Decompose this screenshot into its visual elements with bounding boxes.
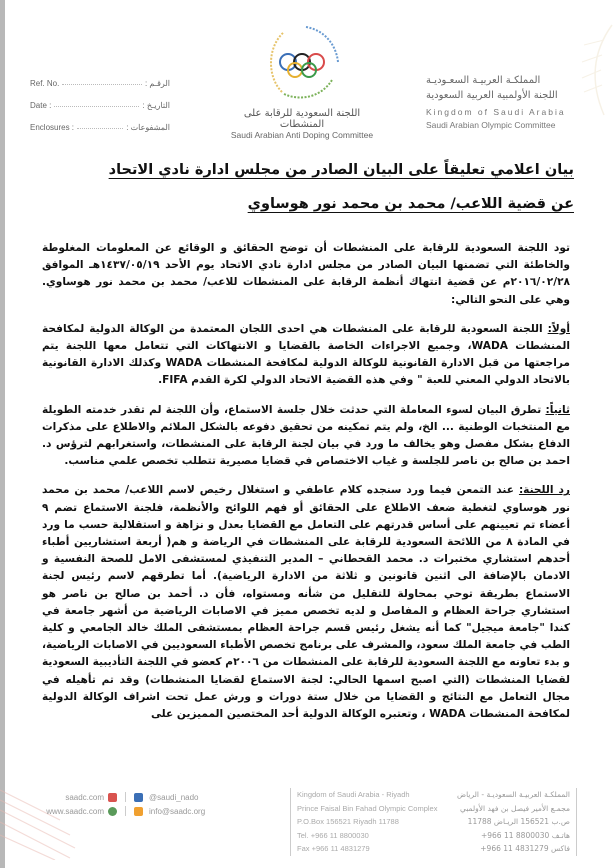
address-en-line: Tel. +966 11 8800030 [297,830,369,840]
address-en-line: Prince Faisal Bin Fahad Olympic Complex [297,803,438,813]
document-title: بيان اعلامي تعليقاً على البيان الصادر من مجلس ادارة نادي الاتحاد [108,162,574,178]
committee-name-en: Saudi Arabian Anti Doping Committee [230,130,374,140]
statement-body [42,240,570,735]
address-ar-line: المملكـة العربيـة السعوديـة - الرياض [457,790,570,799]
olympic-committee-en: Saudi Arabian Olympic Committee [426,120,556,130]
ref-number-label-en: Ref. No. [30,79,60,88]
website-link[interactable]: www.saadc.com [46,806,104,816]
date-blank [54,106,139,107]
organization-block [426,73,586,131]
first-point-label: أولاً: [547,322,570,335]
email-link[interactable]: info@saadc.org [149,806,206,816]
address-en [290,788,445,856]
committee-reply-label: رد اللجنة: [518,484,570,497]
address-en-line: P.O.Box 156521 Riyadh 11788 [297,817,399,826]
web-icon [108,807,117,816]
kingdom-name-en: Kingdom of Saudi Arabia [426,107,566,117]
ref-number-label-ar: الرقـم : [144,79,170,88]
ref-number-blank [62,84,142,85]
enclosures-field [30,112,170,132]
youtube-link[interactable]: saadc.com [65,792,104,802]
enclosures-label-ar: المشفوعات : [126,123,170,132]
contact-row [32,804,205,818]
date-label-en: Date : [30,101,52,110]
twitter-handle[interactable]: @saudi_nado [149,792,199,802]
date-label-ar: التاريـخ : [142,101,170,110]
address-ar-line: ص.ب 156521 الريـاض 11788 [467,817,570,826]
committee-name-ar: اللجنة السعودية للرقابة على المنشطات [243,108,361,130]
address-en-line: Kingdom of Saudi Arabia - Riyadh [297,790,410,799]
address-ar-line: هاتـف 8800030 11 966+ [480,830,570,840]
date-field [30,90,170,110]
second-point-label: ثانياً: [545,403,570,416]
letterhead [0,0,614,140]
kingdom-name-ar: المملكـة العربيـة السعـوديـة [426,75,541,86]
committee-reply-text: عند التمعن فيما ورد سنجده كلام عاطفي و استغلال رخيص لاسم اللاعب/ محمد بن محمد نور هوساوي لتغطية ضعف الاطلاع على الحقائق أو فهم اللوائح والأنظمة، فلجنة الاستماع تضم ٩ أعضاء تم تعيينهم على أساس قدرتهم على التعامل مع القضايا بعدل و نزاهة و استقلالية حسب ما ورد في المادة ٨ من اللائحة السعودية للرقابة على المنشطات في الرياضة و هم( أربعة استشاريين أطباء أحدهم استشاري مختبرات د. محمد القحطاني – المدير التنفيذي لمستشفى الامل للصحة النفسية و الادمان بالإضافة الى اثنين قانونين و ثلاثة من الادارة الرياضية). أما تطرقهم لاسم رئيس لجنة الاستماع بطريقة توحي بمحاولة للتقليل من شأنه ومستواه، فأن د. أحمد بن صالح بن ناصر هو استشاري جراحة العظام و المفاصل و لديه تخصص مميز في الاصابات الرياضية من أشهر جامعة في كندا "جامعة ميجيل" كما أنه يشغل رئيس قسم جراحة العظام بمستشفى الملك خالد الجامعي و كلية الطب في جامعة الملك سعود، والمشرف على برنامج تخصص الأطباء السعوديين في الاصابات الرياضية، و بدء تعاونه مع اللجنة السعودية للرقابة على المنشطات من ٢٠٠٦م كعضو في اللجنة التأديبية السعودية لقضايا المنشطات (التي اصبح اسمها الحالي: لجنة الاستماع لقضايا المنشطات) وقد تم تأهيله في مجال التعامل مع النتائج و القضايا من خلال ستة دورات و ورش عمل تحت اشراف الوكالة الدولية لمكافحة المنشطات WADA ، وتعتبره الوكالة الدولية أحد المختصين المميزين على [42,484,570,721]
address-ar-line: فاكس 4831279 11 966+ [480,844,570,853]
olympic-committee-ar: اللجنة الأولمبية العربية السعودية [426,90,558,101]
palm-watermark-icon [574,20,614,120]
reference-fields [30,68,170,134]
first-point-paragraph [42,321,570,390]
contact-row [32,790,205,804]
address-en-line: Fax +966 11 4831279 [297,844,370,853]
youtube-icon [108,793,117,802]
address-ar [440,788,577,856]
contact-links [32,790,205,818]
first-point-text: اللجنة السعودية للرقابة على المنشطات هي احدى اللجان المعتمدة من الوكالة الدولية لمكافحة المنشطات WADA، وجميع الاجراءات الخاصة بالقضايا و الانتهاكات التي تتعامل معها اللجنة يتم مراجعتها من قبل الادارة القانونية للوكالة الدولية لمكافحة المنشطات WADA وكذلك الادارة القانونية بالاتحاد الدولي المعني للعبة " وفي هذه القضية الاتحاد الدولي لكرة القدم FIFA. [42,322,570,387]
email-icon [134,807,143,816]
enclosures-blank [77,128,123,129]
second-point-paragraph [42,402,570,471]
saadc-logo-icon [262,22,342,102]
document-subtitle: عن قضية اللاعب/ محمد بن محمد نور هوساوي [247,196,574,212]
letterhead-footer [0,770,614,868]
address-ar-line: مجمـع الأمير فيصل بن فهد الأولمبي [459,803,570,813]
separator [125,792,126,802]
intro-paragraph: تود اللجنة السعودية للرقابة على المنشطات أن توضح الحقائق و الوقائع عن المعلومات المغلوطة والخاطئة التي تضمنها البيان الصادر من مجلس ادارة نادي الاتحاد يوم الأحد ١٤٣٧/٠٥/١٩هـ الموافق ٢٠١٦/٠٢/٢٨م عن قضية انتهاك أنظمة الرقابة على المنشطات للاعب/ محمد بن محمد نور هوساوي. وهي على النحو التالي: [42,242,570,306]
separator [125,806,126,816]
committee-reply-paragraph [42,482,570,723]
second-point-text: تطرق البيان لسوء المعاملة التي حدثت خلال جلسة الاستماع، وأن اللجنة لم تقدر خدمته الطويلة مع المنتخبات الوطنية ... الخ، ولم يتم تمكينه من تحقيق دفوعه بالشكل الملائم والاطلاع على مذكرات الدفاع بشكل مفصل وهو يخالف ما ورد في بيان لجنة الرقابة على المنشطات، واستغرابهم لترؤس د. احمد بن صالح بن ناصر للجلسة و غياب الاختصاص في قضايا مصيرية تتطلب تخصص علمي مناسب. [42,403,570,468]
saadc-logo-block [222,22,382,140]
ref-number-field [30,68,170,88]
enclosures-label-en: Enclosures : [30,123,75,132]
twitter-icon [134,793,143,802]
